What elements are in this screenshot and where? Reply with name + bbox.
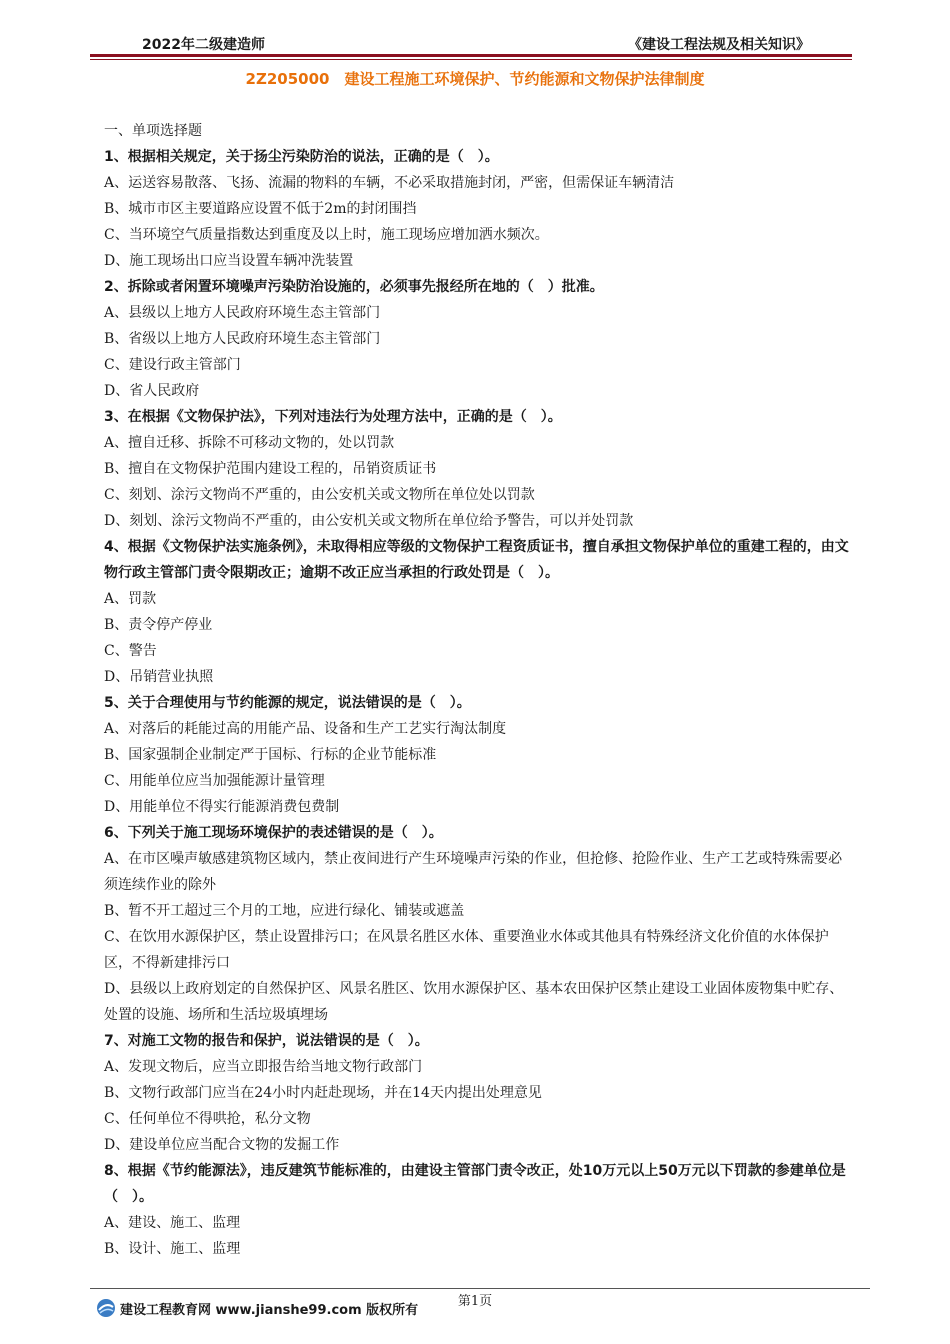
answer-option: A、发现文物后，应当立即报告给当地文物行政部门	[104, 1059, 423, 1075]
question-stem: 6、下列关于施工现场环境保护的表述错误的是（ ）。	[104, 825, 443, 841]
answer-option: A、运送容易散落、飞扬、流漏的物料的车辆，不必采取措施封闭，严密，但需保证车辆清洁	[104, 175, 675, 191]
answer-option: D、用能单位不得实行能源消费包费制	[104, 799, 340, 815]
answer-option: C、刻划、涂污文物尚不严重的，由公安机关或文物所在单位处以罚款	[104, 487, 535, 503]
question-stem: 5、关于合理使用与节约能源的规定，说法错误的是（ ）。	[104, 695, 471, 711]
question-block	[104, 820, 852, 1028]
answer-option: B、文物行政部门应当在24小时内赶赴现场，并在14天内提出处理意见	[104, 1085, 542, 1101]
answer-option: B、设计、施工、监理	[104, 1241, 241, 1257]
answer-option: C、在饮用水源保护区，禁止设置排污口；在风景名胜区水体、重要渔业水体或其他具有特殊经济文化价值的水体保护区，不得新建排污口	[104, 929, 829, 971]
answer-option: D、建设单位应当配合文物的发掘工作	[104, 1137, 340, 1153]
question-block	[104, 404, 852, 534]
page-header	[90, 30, 850, 54]
footer-divider	[90, 1288, 870, 1289]
question-block	[104, 690, 852, 820]
answer-option: B、责令停产停业	[104, 617, 213, 633]
header-divider	[90, 54, 852, 57]
header-book-title: 《建设工程法规及相关知识》	[628, 37, 810, 53]
answer-option: B、擅自在文物保护范围内建设工程的，吊销资质证书	[104, 461, 437, 477]
answer-option: A、县级以上地方人民政府环境生态主管部门	[104, 305, 381, 321]
question-block	[104, 534, 852, 690]
answer-option: B、城市市区主要道路应设置不低于2m的封闭围挡	[104, 201, 417, 217]
answer-option: D、施工现场出口应当设置车辆冲洗装置	[104, 253, 354, 269]
header-divider-thin	[90, 59, 852, 60]
footer-copyright: 建设工程教育网 www.jianshe99.com 版权所有	[120, 1303, 419, 1318]
question-stem: 8、根据《节约能源法》，违反建筑节能标准的，由建设主管部门责令改正，处10万元以上50万元以下罚款的参建单位是（ ）。	[104, 1163, 846, 1205]
question-stem: 7、对施工文物的报告和保护，说法错误的是（ ）。	[104, 1033, 429, 1049]
answer-option: A、建设、施工、监理	[104, 1215, 241, 1231]
answer-option: D、县级以上政府划定的自然保护区、风景名胜区、饮用水源保护区、基本农田保护区禁止建设工业固体废物集中贮存、处置的设施、场所和生活垃圾填埋场	[104, 981, 844, 1023]
answer-option: A、在市区噪声敏感建筑物区域内，禁止夜间进行产生环境噪声污染的作业，但抢修、抢险作业、生产工艺或特殊需要必须连续作业的除外	[104, 851, 843, 893]
answer-option: A、擅自迁移、拆除不可移动文物的，处以罚款	[104, 435, 395, 451]
question-stem: 4、根据《文物保护法实施条例》，未取得相应等级的文物保护工程资质证书，擅自承担文物保护单位的重建工程的，由文物行政主管部门责令限期改正；逾期不改正应当承担的行政处罚是（ ）。	[104, 539, 849, 581]
question-stem: 2、拆除或者闲置环境噪声污染防治设施的，必须事先报经所在地的（ ）批准。	[104, 279, 604, 295]
answer-option: D、吊销营业执照	[104, 669, 214, 685]
answer-option: B、国家强制企业制定严于国标、行标的企业节能标准	[104, 747, 437, 763]
question-block	[104, 1028, 852, 1158]
answer-option: C、建设行政主管部门	[104, 357, 241, 373]
answer-option: C、用能单位应当加强能源计量管理	[104, 773, 325, 789]
question-list	[104, 118, 852, 1262]
answer-option: B、省级以上地方人民政府环境生态主管部门	[104, 331, 381, 347]
question-block	[104, 144, 852, 274]
answer-option: C、警告	[104, 643, 157, 659]
question-block	[104, 274, 852, 404]
page-number: 第1页	[457, 1294, 493, 1309]
part-title: 一、单项选择题	[104, 123, 202, 139]
answer-option: A、对落后的耗能过高的用能产品、设备和生产工艺实行淘汰制度	[104, 721, 507, 737]
header-exam-title: 2022年二级建造师	[142, 37, 265, 53]
answer-option: B、暂不开工超过三个月的工地，应进行绿化、铺装或遮盖	[104, 903, 465, 919]
question-block	[104, 1158, 852, 1262]
question-stem: 3、在根据《文物保护法》，下列对违法行为处理方法中，正确的是（ ）。	[104, 409, 562, 425]
question-stem: 1、根据相关规定，关于扬尘污染防治的说法，正确的是（ ）。	[104, 149, 499, 165]
answer-option: D、省人民政府	[104, 383, 200, 399]
answer-option: A、罚款	[104, 591, 157, 607]
answer-option: D、刻划、涂污文物尚不严重的，由公安机关或文物所在单位给予警告，可以并处罚款	[104, 513, 634, 529]
site-logo-icon	[96, 1298, 116, 1318]
answer-option: C、当环境空气质量指数达到重度及以上时，施工现场应增加洒水频次。	[104, 227, 549, 243]
answer-option: C、任何单位不得哄抢，私分文物	[104, 1111, 311, 1127]
section-title: 2Z205000 建设工程施工环境保护、节约能源和文物保护法律制度	[245, 70, 705, 88]
